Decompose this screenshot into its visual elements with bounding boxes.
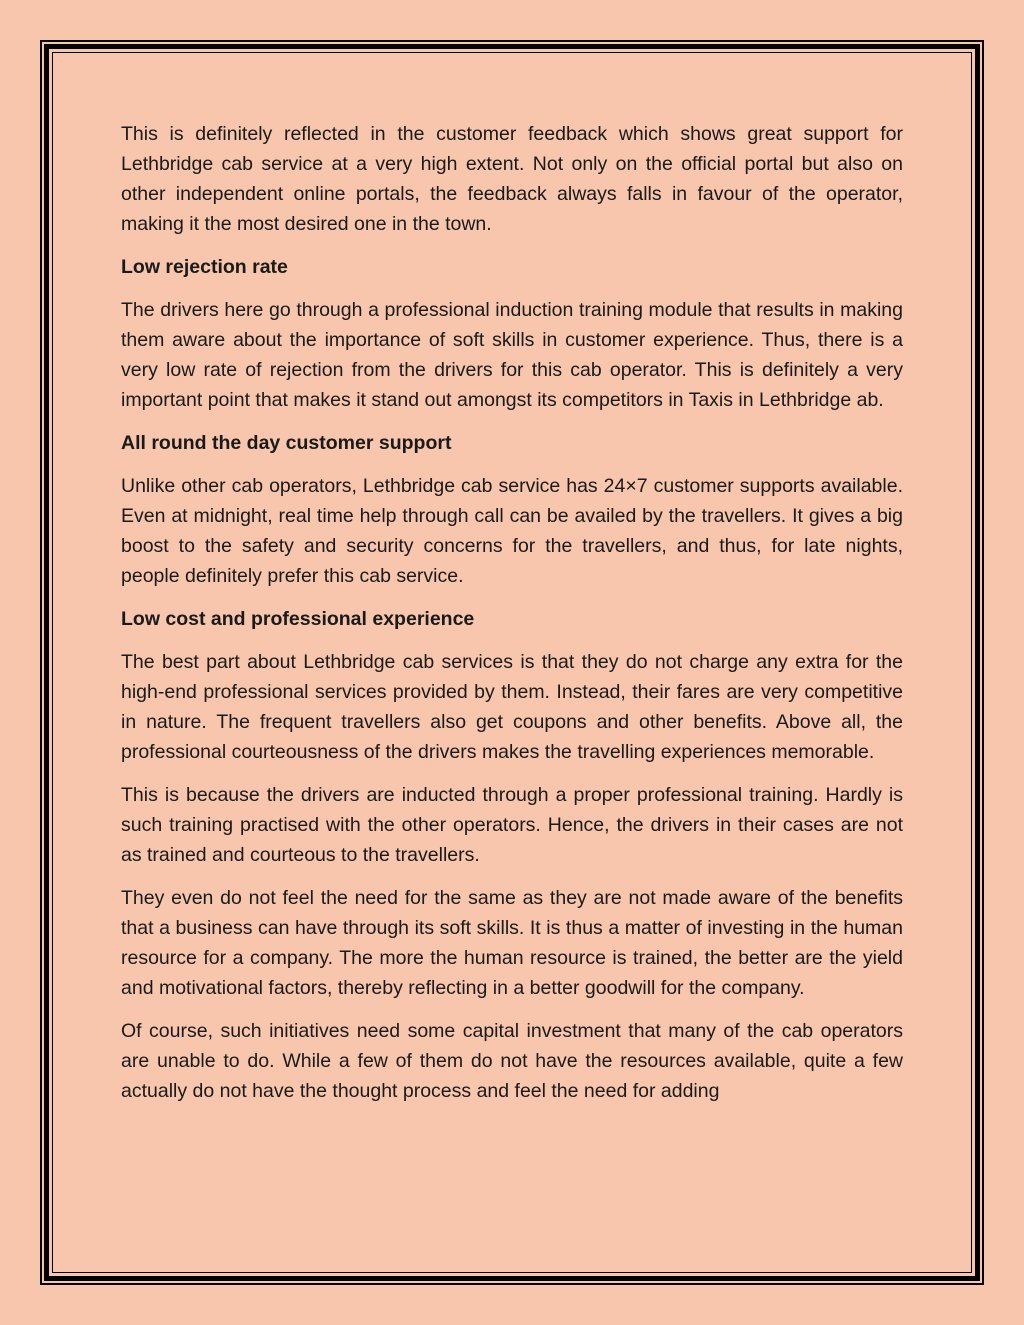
heading-customer-support: All round the day customer support [121,432,452,454]
paragraph-no-extra-charge: The best part about Lethbridge cab services is that they do not charge any extra for the high-end professional services provided by them. Instead, their fares are very competitive in nature. The frequent travellers also get coupons and other benefits. Above all, the professional courteousness of the drivers makes the travelling experiences memorable. [121,651,903,763]
heading-low-rejection-rate: Low rejection rate [121,256,288,278]
paragraph-induction-training: The drivers here go through a professional induction training module that results in making them aware about the importance of soft skills in customer experience. Thus, there is a very low rate of rejection from the drivers for this cab operator. This is definitely a very important point that makes it stand out amongst its competitors in Taxis in Lethbridge ab. [121,299,903,411]
paragraph-soft-skills: They even do not feel the need for the same as they are not made aware of the benefits that a business can have through its soft skills. It is thus a matter of investing in the human resource for a company. The more the human resource is trained, the better are the yield and motivational factors, thereby reflecting in a better goodwill for the company. [121,887,903,999]
paragraph-24x7-support: Unlike other cab operators, Lethbridge cab service has 24×7 customer supports available. Even at midnight, real time help through call can be availed by the travellers. It gives a big boost to the safety and security concerns for the travellers, and thus, for late nights, people definitely prefer this cab service. [121,475,903,587]
document-body [121,119,903,1119]
paragraph-customer-feedback: This is definitely reflected in the customer feedback which shows great support for Lethbridge cab service at a very high extent. Not only on the official portal but also on other independent online portals, the feedback always falls in favour of the operator, making it the most desired one in the town. [121,123,903,235]
paragraph-capital-investment: Of course, such initiatives need some capital investment that many of the cab operators are unable to do. While a few of them do not have the resources available, quite a few actually do not have the thought process and feel the need for adding [121,1020,903,1102]
heading-low-cost: Low cost and professional experience [121,608,475,630]
paragraph-training: This is because the drivers are inducted through a proper professional training. Hardly is such training practised with the other operators. Hence, the drivers in their cases are not as trained and courteous to the travellers. [121,784,903,866]
